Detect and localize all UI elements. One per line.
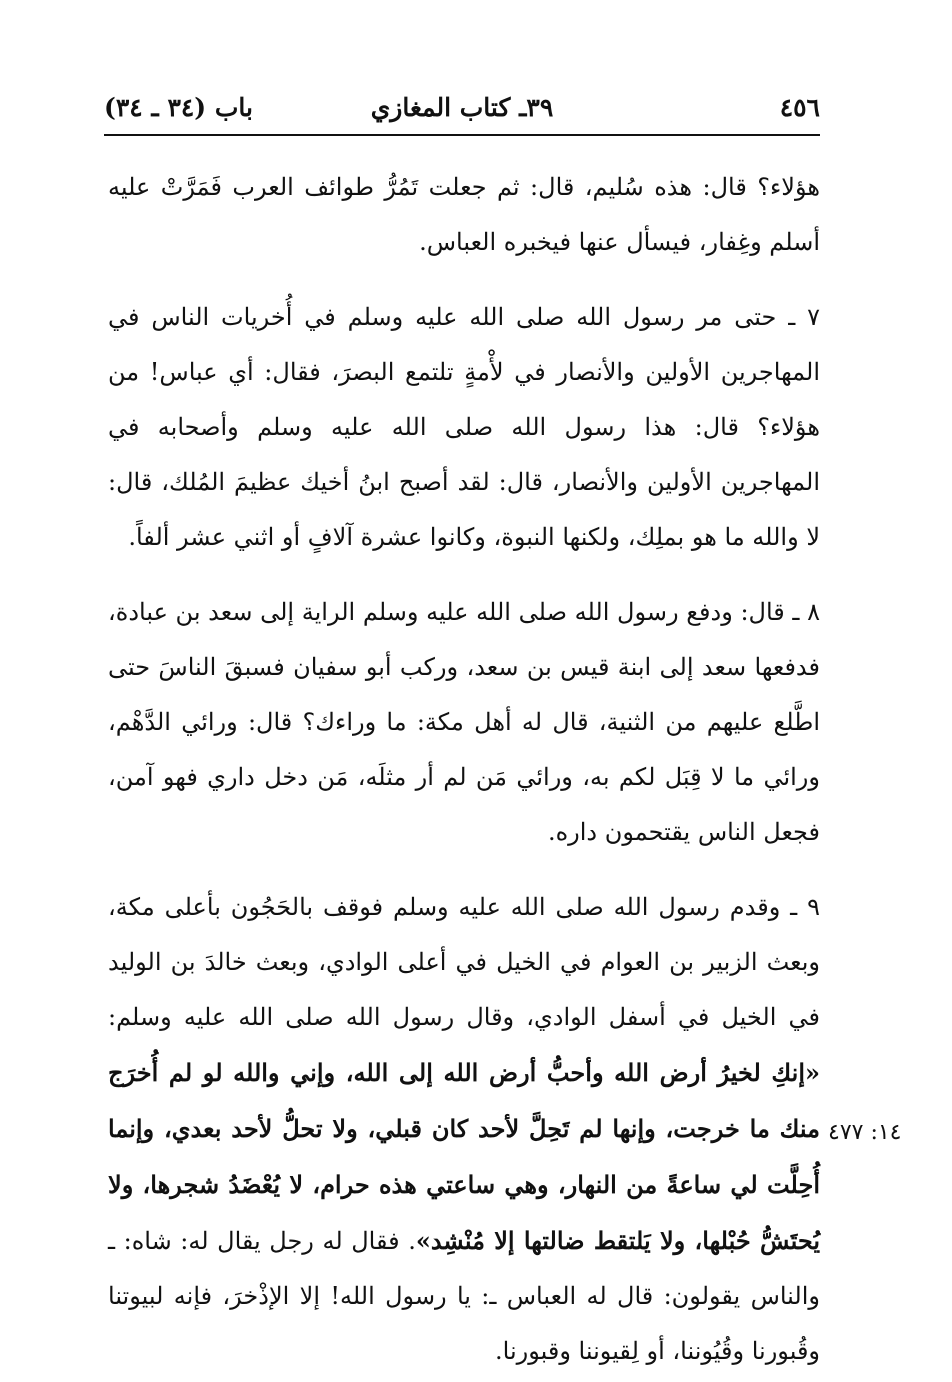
body-text [108,160,820,1379]
header-divider [104,134,820,136]
paragraph [108,880,820,1379]
page-header [104,86,820,130]
paragraph [108,290,820,565]
paragraph-text: ٧ ـ حتى مر رسول الله صلى الله عليه وسلم في أُخريات الناس في المهاجرين الأولين والأنصار في لأْمةٍ تلتمع البصرَ، فقال: أي عباس! من هؤلاء؟ قال: هذا رسول الله صلى الله عليه وسلم وأصحابه في المهاجرين الأولين والأنصار، قال: لقد أصبح ابنُ أخيك عظيمَ المُلك، قال: لا والله ما هو بملِك، ولكنها النبوة، وكانوا عشرة آلافٍ أو اثني عشر ألفاً. [108,303,821,551]
book-title: ٣٩ـ كتاب المغازي [370,93,554,122]
paragraph-text: هؤلاء؟ قال: هذه سُليم، قال: ثم جعلت تَمُرُّ طوائف العرب فَمَرَّتْ عليه أسلم وغِفار، فيسأل عنها فيخبره العباس. [108,173,820,256]
paragraph [108,160,820,270]
hadith-quote: «إنكِ لخيرُ أرض الله وأحبُّ أرض الله إلى الله، وإني والله لو لم أُخرَج منك ما خرجت، وإنها لم تَحِلَّ لأحد كان قبلي، ولا تحلُّ لأحد بعدي، وإنما أُحِلَّت لي ساعةً من النهار، وهي ساعتي هذه حرام، لا يُعْضَدُ شجرها، ولا يُحتَشُّ حُبْلها، ولا يَلتقط ضالتها إلا مُنْشِد» [108,1058,821,1255]
chapter-heading: باب (٣٤ ـ ٣٤) [104,93,253,122]
paragraph [108,585,820,860]
paragraph-text: ٨ ـ قال: ودفع رسول الله صلى الله عليه وسلم الراية إلى سعد بن عبادة، فدفعها سعد إلى ابنة قيس بن سعد، وركب أبو سفيان فسبقَ الناسَ حتى اطَّلع عليهم من الثنية، قال له أهل مكة: ما وراءك؟ قال: ورائي الدَّهْم، ورائي ما لا قِبَل لكم به، ورائي مَن لم أر مثلَه، مَن دخل داري فهو آمن، فجعل الناس يقتحمون داره. [108,598,820,846]
paragraph-outro: . فقال له رجل يقال له: شاه: ـ والناس يقولون: قال له العباس ـ: يا رسول الله! إلا الإذْخرَ، فإنه لبيوتنا وقُبورنا وقُيُوننا، أو لِقيوننا وقبورنا. [108,1227,820,1365]
paragraph-intro: ٩ ـ وقدم رسول الله صلى الله عليه وسلم فوقف بالحَجُون بأعلى مكة، وبعث الزبير بن العوام في الخيل في أعلى الوادي، وبعث خالدَ بن الوليد في الخيل في أسفل الوادي، وقال رسول الله صلى الله عليه وسلم: [108,893,820,1031]
page-number: ٤٥٦ [779,93,820,122]
margin-reference: ١٤: ٤٧٧ [828,1120,902,1145]
